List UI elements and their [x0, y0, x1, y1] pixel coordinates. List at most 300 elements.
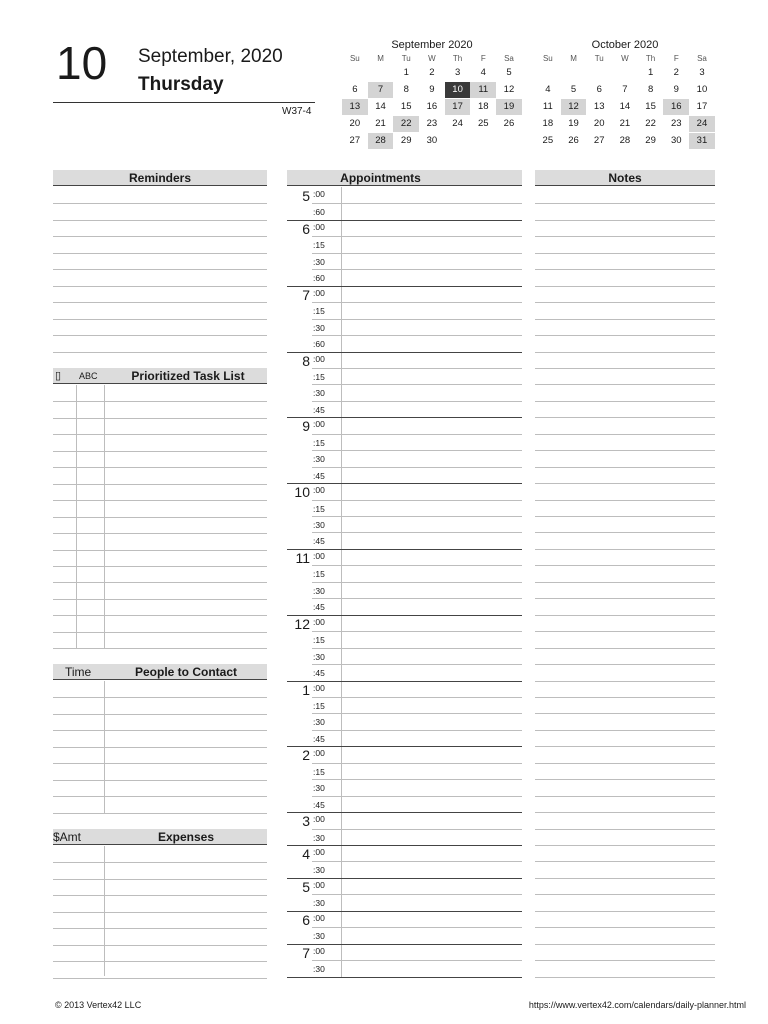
appointment-line	[312, 384, 522, 385]
calendar-day[interactable]: 4	[480, 67, 486, 78]
note-line	[535, 286, 715, 287]
calendar-day[interactable]: 27	[349, 135, 361, 146]
appointment-minute: :00	[313, 287, 325, 298]
appointment-minute: :30	[313, 256, 325, 267]
calendar-week	[342, 116, 522, 133]
task-line	[53, 484, 267, 485]
appointment-hour: 7	[302, 944, 310, 961]
appointment-line	[312, 450, 522, 451]
note-line	[535, 450, 715, 451]
appointment-minute: :45	[313, 602, 325, 613]
calendar-day[interactable]: 23	[670, 118, 682, 129]
note-line	[535, 434, 715, 435]
mini-calendar-september	[342, 38, 522, 150]
appointment-line	[312, 565, 522, 566]
appointment-line	[312, 269, 522, 270]
calendar-week	[535, 133, 715, 150]
task-priority-label: ABC	[79, 371, 98, 381]
appointment-line	[287, 878, 522, 879]
appointment-line	[312, 779, 522, 780]
calendar-day[interactable]: 19	[568, 118, 579, 129]
appointment-minute: :45	[313, 668, 325, 679]
appointment-line	[287, 812, 522, 813]
task-col-divider	[76, 385, 77, 648]
appointment-minute: :30	[313, 964, 325, 975]
appointment-line	[312, 203, 522, 204]
note-line	[535, 582, 715, 583]
task-list-header	[53, 368, 267, 384]
appointment-minute: :15	[313, 569, 325, 580]
note-line	[535, 384, 715, 385]
reminder-line	[53, 319, 267, 320]
reminder-line	[53, 269, 267, 270]
appointment-minute: :00	[313, 748, 325, 759]
calendar-day[interactable]: 29	[400, 135, 412, 146]
calendar-day[interactable]: 18	[542, 118, 554, 129]
calendar-day[interactable]: 8	[403, 84, 409, 95]
appointment-minute: :15	[313, 635, 325, 646]
note-line	[535, 253, 715, 254]
calendar-day	[612, 65, 638, 81]
calendar-day	[496, 133, 522, 149]
note-line	[535, 730, 715, 731]
appointment-minute: :30	[313, 898, 325, 909]
task-line	[53, 615, 267, 616]
calendar-day[interactable]: 31	[689, 133, 715, 149]
calendar-day[interactable]: 25	[542, 135, 554, 146]
appointment-minute: :00	[313, 616, 325, 627]
calendar-day	[586, 65, 612, 81]
appointment-minute: :45	[313, 536, 325, 547]
calendar-day[interactable]: 3	[454, 67, 461, 78]
calendar-day[interactable]: 11	[542, 101, 553, 112]
appointment-line	[312, 713, 522, 714]
note-line	[535, 829, 715, 830]
calendar-day[interactable]: 19	[496, 99, 522, 115]
appointment-line	[287, 220, 522, 221]
calendar-day[interactable]: 17	[696, 101, 708, 112]
appointment-line	[312, 582, 522, 583]
note-line	[535, 681, 715, 682]
calendar-day[interactable]: 5	[570, 84, 577, 95]
people-line	[53, 796, 267, 797]
note-line	[535, 565, 715, 566]
calendar-day[interactable]: 5	[506, 67, 512, 78]
calendar-day[interactable]: 8	[647, 84, 654, 95]
reminder-line	[53, 220, 267, 221]
task-line	[53, 566, 267, 567]
appointment-minute: :45	[313, 404, 325, 415]
people-line	[53, 730, 267, 731]
appointment-minute: :45	[313, 799, 325, 810]
note-line	[535, 713, 715, 714]
reminder-line	[53, 203, 267, 204]
calendar-dow: W	[621, 54, 629, 63]
calendar-title: September 2020	[391, 39, 473, 51]
task-line	[53, 434, 267, 435]
appointment-line	[312, 532, 522, 533]
calendar-dow: W	[428, 54, 436, 63]
note-line	[535, 401, 715, 402]
appointment-line	[312, 401, 522, 402]
appointment-line	[312, 894, 522, 895]
people-line	[53, 780, 267, 781]
appointment-minute: :00	[313, 485, 325, 496]
appointment-line	[312, 302, 522, 303]
calendar-day[interactable]: 1	[647, 67, 654, 78]
calendar-day[interactable]: 15	[645, 101, 656, 112]
note-line	[535, 861, 715, 862]
task-line	[53, 632, 267, 633]
calendar-day[interactable]: 1	[403, 67, 409, 78]
note-line	[535, 977, 715, 978]
appointment-line	[287, 746, 522, 747]
appointment-minute: :00	[313, 682, 325, 693]
note-line	[535, 269, 715, 270]
expenses-col-divider	[104, 846, 105, 976]
appointment-hour: 6	[302, 911, 310, 928]
note-line	[535, 467, 715, 468]
calendar-week	[535, 99, 715, 116]
week-code: W37-4	[282, 106, 312, 117]
note-line	[535, 615, 715, 616]
calendar-dow: Th	[645, 54, 656, 63]
calendar-day[interactable]: 10	[696, 84, 708, 95]
appointments-header	[287, 170, 522, 186]
appointment-hour: 7	[302, 286, 310, 303]
appointment-minute: :45	[313, 470, 325, 481]
notes-header	[535, 170, 715, 186]
month-year: September, 2020	[138, 46, 283, 67]
calendar-day[interactable]: 3	[699, 67, 705, 78]
task-line	[53, 467, 267, 468]
note-line	[535, 236, 715, 237]
expense-line	[53, 961, 267, 962]
expense-line	[53, 928, 267, 929]
task-line	[53, 582, 267, 583]
calendar-day[interactable]: 12	[561, 99, 587, 115]
calendar-day	[342, 65, 368, 81]
calendar-dow-row	[535, 52, 715, 65]
calendar-title: October 2020	[591, 39, 659, 51]
note-line	[535, 894, 715, 895]
calendar-day[interactable]: 13	[342, 99, 368, 115]
calendar-day[interactable]: 13	[593, 101, 605, 112]
calendar-dow: Tu	[401, 54, 411, 63]
calendar-day[interactable]: 26	[503, 118, 515, 129]
note-line	[535, 763, 715, 764]
appointment-minute: :00	[313, 419, 325, 430]
calendar-day[interactable]: 21	[375, 118, 386, 129]
calendar-day[interactable]: 17	[445, 99, 471, 115]
calendar-day[interactable]: 7	[622, 84, 628, 95]
appointment-minute: :00	[313, 221, 325, 232]
note-line	[535, 500, 715, 501]
appointment-line	[312, 500, 522, 501]
task-line	[53, 517, 267, 518]
calendar-dow: Tu	[594, 54, 604, 63]
appointment-hour: 11	[295, 549, 310, 566]
appointment-minute: :30	[313, 454, 325, 465]
appointment-line	[287, 977, 522, 978]
task-list-title: Prioritized Task List	[131, 369, 245, 383]
expense-line	[53, 912, 267, 913]
task-line	[53, 648, 267, 649]
header-rule	[53, 102, 315, 103]
appointment-minute: :30	[313, 865, 325, 876]
note-line	[535, 516, 715, 517]
calendar-day[interactable]: 27	[593, 135, 605, 146]
appointment-line	[287, 483, 522, 484]
note-line	[535, 697, 715, 698]
appointment-line	[312, 516, 522, 517]
calendar-day[interactable]: 11	[470, 82, 496, 98]
appointment-line	[312, 796, 522, 797]
calendar-day[interactable]: 30	[670, 135, 682, 146]
appointment-hour: 10	[294, 484, 310, 501]
task-line	[53, 451, 267, 452]
note-line	[535, 779, 715, 780]
note-line	[535, 302, 715, 303]
appointment-minute: :30	[313, 388, 325, 399]
calendar-day	[445, 133, 471, 149]
appointment-minute: :15	[313, 437, 325, 448]
calendar-day	[535, 65, 561, 81]
calendar-day[interactable]: 9	[429, 84, 435, 95]
expense-line	[53, 895, 267, 896]
task-line	[53, 401, 267, 402]
calendar-day[interactable]: 26	[568, 135, 579, 146]
people-line	[53, 697, 267, 698]
calendar-dow-row	[342, 52, 522, 65]
calendar-day[interactable]: 7	[368, 82, 394, 98]
note-line	[535, 664, 715, 665]
people-line	[53, 813, 267, 814]
note-line	[535, 878, 715, 879]
calendar-day[interactable]: 20	[349, 118, 361, 129]
note-line	[535, 335, 715, 336]
appointment-minute: :60	[313, 207, 325, 218]
people-col-divider	[104, 681, 105, 813]
appointment-minute: :30	[313, 520, 325, 530]
appointment-line	[312, 319, 522, 320]
task-line	[53, 500, 267, 501]
calendar-day[interactable]: 30	[426, 135, 438, 146]
calendar-day[interactable]: 15	[400, 101, 412, 112]
calendar-day[interactable]: 22	[393, 116, 419, 132]
calendar-day	[470, 133, 496, 149]
appointment-line	[312, 763, 522, 764]
appointment-line	[287, 549, 522, 550]
note-line	[535, 598, 715, 599]
calendar-dow: Sa	[697, 54, 707, 63]
calendar-day[interactable]: 9	[673, 84, 679, 95]
appointment-minute: :30	[313, 717, 325, 728]
task-checkbox-icon: ▯	[55, 370, 62, 382]
note-line	[535, 549, 715, 550]
expense-line	[53, 978, 267, 979]
weekday: Thursday	[138, 74, 224, 95]
appointment-hour: 6	[302, 220, 310, 237]
appointment-minute: :60	[313, 273, 325, 284]
appointment-line	[312, 648, 522, 649]
appointment-minute: :00	[313, 353, 325, 364]
calendar-dow: F	[480, 54, 486, 63]
appointment-line	[312, 664, 522, 665]
appointment-hour: 9	[302, 418, 310, 435]
footer-url[interactable]: https://www.vertex42.com/calendars/daily-planner.html	[528, 1000, 746, 1010]
calendar-dow: M	[377, 54, 384, 63]
calendar-day	[561, 65, 587, 81]
appointment-line	[287, 845, 522, 846]
appointment-line	[312, 467, 522, 468]
calendar-week	[535, 116, 715, 133]
calendar-day[interactable]: 25	[477, 118, 489, 129]
note-line	[535, 203, 715, 204]
calendar-day[interactable]: 24	[689, 116, 715, 132]
appointment-line	[312, 253, 522, 254]
appointment-minute: :30	[313, 832, 325, 843]
note-line	[535, 532, 715, 533]
appointment-line	[287, 911, 522, 912]
notes-title: Notes	[608, 171, 642, 185]
calendar-dow: F	[673, 54, 679, 63]
calendar-day	[368, 65, 394, 81]
calendar-dow: Th	[452, 54, 463, 63]
task-line	[53, 599, 267, 600]
calendar-day[interactable]: 6	[596, 84, 602, 95]
calendar-day[interactable]: 14	[619, 101, 631, 112]
people-line	[53, 714, 267, 715]
appointment-minute: :15	[313, 766, 325, 777]
appointment-minute: :00	[313, 814, 325, 825]
appointment-hour: 12	[294, 615, 310, 632]
appointment-line	[312, 730, 522, 731]
calendar-day[interactable]: 2	[673, 67, 679, 78]
appointment-line	[312, 434, 522, 435]
reminder-line	[53, 335, 267, 336]
reminder-line	[53, 253, 267, 254]
people-header	[53, 664, 267, 680]
expense-line	[53, 879, 267, 880]
calendar-day[interactable]: 16	[426, 101, 438, 112]
calendar-day[interactable]: 2	[429, 67, 435, 78]
mini-calendar-october	[535, 38, 715, 150]
calendar-day[interactable]: 10	[445, 82, 471, 98]
appointment-line	[312, 631, 522, 632]
footer-copyright: © 2013 Vertex42 LLC	[55, 1000, 142, 1010]
appointment-line	[312, 335, 522, 336]
calendar-day[interactable]: 22	[645, 118, 656, 129]
appointment-line	[287, 352, 522, 353]
appointment-minute: :30	[313, 931, 325, 942]
task-line	[53, 418, 267, 419]
note-line	[535, 483, 715, 484]
calendar-day[interactable]: 21	[619, 118, 631, 129]
calendar-week	[535, 65, 715, 82]
reminders-header	[53, 170, 267, 186]
calendar-day[interactable]: 12	[503, 84, 515, 95]
appointment-minute: :30	[313, 783, 325, 794]
calendar-day[interactable]: 23	[426, 118, 438, 129]
appointment-minute: :15	[313, 371, 325, 382]
note-line	[535, 960, 715, 961]
note-line	[535, 944, 715, 945]
calendar-day[interactable]: 24	[452, 118, 463, 129]
appointments-title: Appointments	[340, 171, 421, 185]
note-line	[535, 319, 715, 320]
note-line	[535, 796, 715, 797]
expense-line	[53, 945, 267, 946]
calendar-dow: Su	[349, 54, 360, 63]
appointment-hour: 8	[302, 352, 310, 369]
appointment-line	[287, 944, 522, 945]
appointment-minute: :00	[313, 945, 325, 956]
appointment-line	[312, 861, 522, 862]
calendar-day[interactable]: 20	[593, 118, 605, 129]
calendar-week	[342, 82, 522, 99]
note-line	[535, 368, 715, 369]
calendar-day[interactable]: 29	[645, 135, 656, 146]
appointment-line	[287, 286, 522, 287]
appointment-minute: :15	[313, 240, 325, 251]
appointment-minute: :00	[313, 847, 325, 857]
appointment-hour: 5	[302, 878, 310, 895]
calendar-day[interactable]: 14	[375, 101, 386, 112]
appointment-minute: :00	[313, 550, 325, 561]
appointment-line	[287, 417, 522, 418]
appointment-minute: :00	[313, 912, 325, 923]
note-line	[535, 648, 715, 649]
calendar-day[interactable]: 4	[545, 84, 551, 95]
appointment-minute: :30	[313, 322, 325, 333]
calendar-day[interactable]: 28	[368, 133, 394, 149]
calendar-week	[535, 82, 715, 99]
note-line	[535, 812, 715, 813]
expenses-title: Expenses	[157, 830, 215, 844]
appointment-line	[312, 598, 522, 599]
calendar-day[interactable]: 6	[352, 84, 358, 95]
appointment-minute: :00	[313, 189, 325, 199]
calendar-day[interactable]: 18	[477, 101, 489, 112]
people-time-label: Time	[65, 665, 92, 679]
appointment-hour: 3	[302, 813, 310, 830]
reminder-line	[53, 236, 267, 237]
expense-line	[53, 862, 267, 863]
calendar-dow: Sa	[504, 54, 514, 63]
calendar-dow: Su	[542, 54, 553, 63]
appointment-line	[312, 829, 522, 830]
calendar-day[interactable]: 28	[619, 135, 631, 146]
calendar-day[interactable]: 16	[663, 99, 689, 115]
appointment-minute: :15	[313, 700, 325, 711]
note-line	[535, 417, 715, 418]
task-col-divider	[104, 385, 105, 648]
reminder-line	[53, 286, 267, 287]
appointment-minute: :60	[313, 339, 325, 350]
appointment-minute: :30	[313, 585, 325, 596]
reminders-title: Reminders	[128, 171, 192, 185]
people-line	[53, 763, 267, 764]
note-line	[535, 220, 715, 221]
reminder-line	[53, 302, 267, 303]
appointment-hour: 5	[302, 188, 310, 204]
appointment-minute: :15	[313, 503, 325, 514]
appointment-hour: 2	[302, 747, 310, 764]
appointment-hour: 4	[302, 846, 310, 862]
expenses-header	[53, 829, 267, 845]
people-title: People to Contact	[134, 665, 237, 679]
